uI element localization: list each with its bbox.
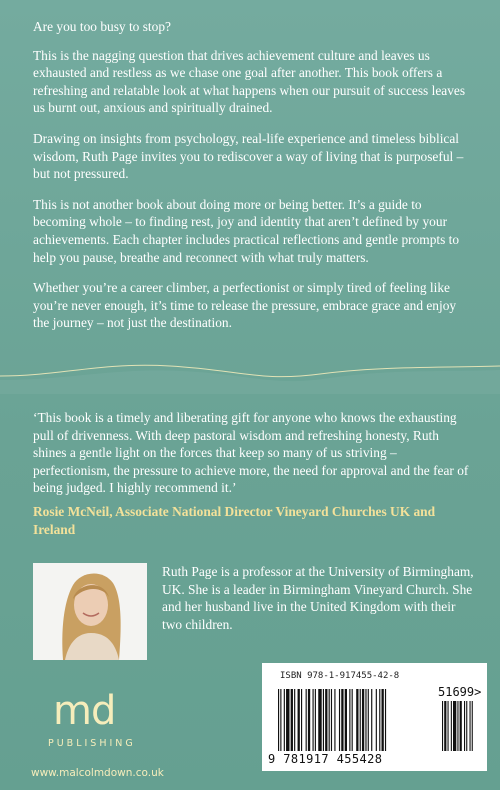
blurb-paragraph: This is not another book about doing more or being better. It’s a guide to becoming whole – to finding rest, joy and identity that aren’t defined by your achievements. Each chapter includes practical reflections and gentle prompts to help you pause, breathe and reconnect with what truly matters. bbox=[33, 196, 460, 265]
blurb-paragraph: This is the nagging question that drives achievement culture and leaves us exhausted and restless as we chase one goal after another. This book offers a refreshing and relatable look at what happens when our pursuit of success leaves us burnt out, anxious and spiritually drained. bbox=[33, 47, 466, 116]
barcode bbox=[262, 663, 487, 771]
endorsement-attribution: Rosie McNeil, Associate National Director Vineyard Churches UK and Ireland bbox=[33, 504, 436, 537]
blurb bbox=[33, 18, 473, 345]
logo-mark: md bbox=[53, 688, 116, 734]
blurb-lead: Are you too busy to stop? bbox=[33, 19, 171, 34]
isbn-text: ISBN 978-1-917455-42-8 bbox=[280, 671, 400, 681]
quote-text: ‘This book is a timely and liberating gift for anyone who knows the exhausting pull of drivenness. With deep pastoral wisdom and refreshing honesty, Ruth shines a gentle light on the forces that keep so many of us striving – perfectionism, the pressure to achieve more, the need for approval and the fear of being judged. I highly recommend it.’ bbox=[33, 410, 469, 496]
author-bio: Ruth Page is a professor at the University of Birmingham, UK. She is a leader in Birmingham Vineyard Church. She and her husband live in the United Kingdom with their two children. bbox=[162, 564, 474, 632]
endorsement-quote bbox=[33, 409, 473, 497]
price-code: 51699> bbox=[438, 685, 482, 699]
author-photo bbox=[33, 563, 147, 660]
blurb-paragraph: Drawing on insights from psychology, real-life experience and timeless biblical wisdom, Ruth Page invites you to rediscover a way of living that is purposeful – but not pressured. bbox=[33, 130, 464, 182]
blurb-paragraph: Whether you’re a career climber, a perfectionist or simply tired of feeling like you’re never enough, it’s time to release the pressure, embrace grace and enjoy the journey – not just the destination. bbox=[33, 280, 457, 331]
publisher-logo bbox=[40, 688, 160, 764]
ean-digits: 9 781917 455428 bbox=[268, 752, 383, 766]
logo-name: PUBLISHING bbox=[48, 738, 136, 749]
wave-divider bbox=[0, 354, 500, 394]
publisher-website: www.malcolmdown.co.uk bbox=[31, 767, 164, 779]
